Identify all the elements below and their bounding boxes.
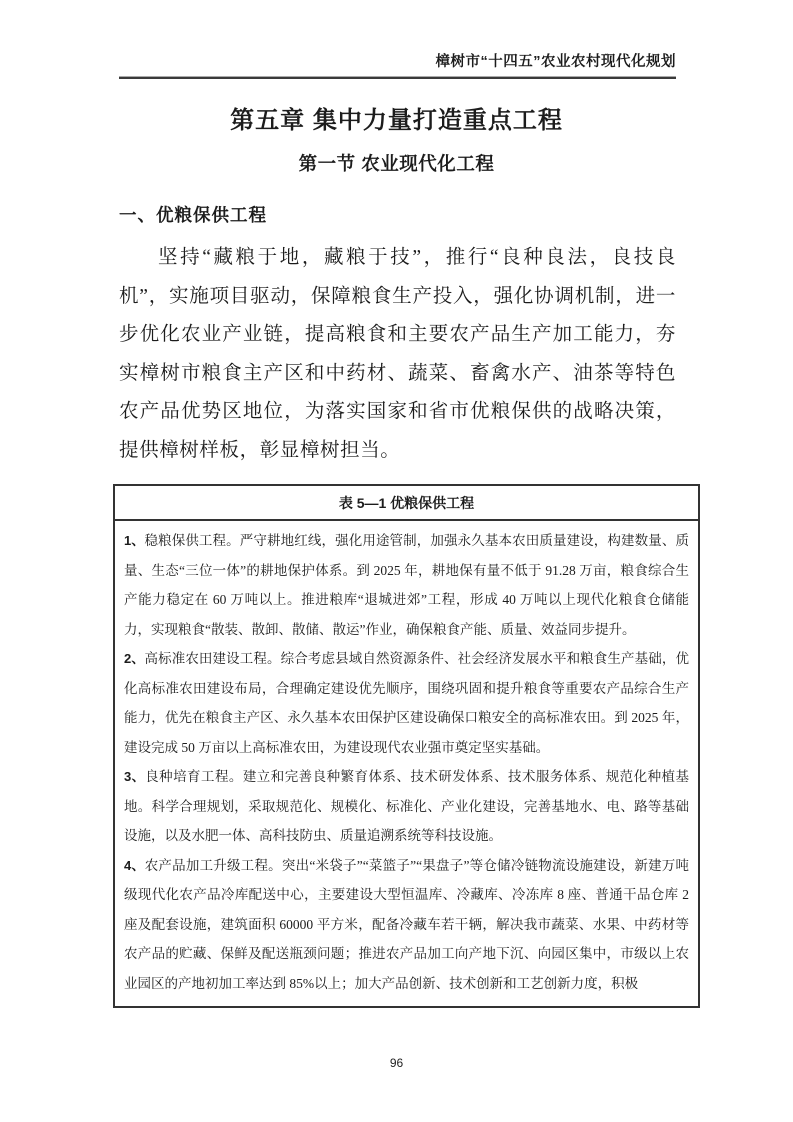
page-footer [0,1056,793,1070]
table-item-3-number: 3、 [124,769,146,784]
table-item-4-number: 4、 [124,857,145,873]
table-item-1 [124,526,689,644]
chapter-title: 第五章 集中力量打造重点工程 [230,107,563,134]
section-title: 第一节 农业现代化工程 [298,153,495,174]
table-item-2-text: 高标准农田建设工程。综合考虑县域自然资源条件、社会经济发展水平和粮食生产基础，优化高标准农田建设布局，合理确定建设优先顺序，围绕巩固和提升粮食等重要农产品综合生产能力，优先在粮食主产区、永久基本农田保护区建设确保口粮安全的高标准农田。到 2025 年，建设完成 50 万亩以上高标准农田，为建设现代农业强市奠定坚实基础。 [124,651,690,755]
page-header [119,50,676,79]
table-5-1 [113,484,700,1008]
running-header-title: 樟树市“十四五”农业农村现代化规划 [435,54,676,70]
header-rule [119,76,676,79]
table-item-2 [124,644,689,762]
table-title: 表 5—1 优粮保供工程 [115,486,698,521]
table-item-3-text: 良种培育工程。建立和完善良种繁育体系、技术研发体系、技术服务体系、规范化种植基地。科学合理规划，采取规范化、规模化、标准化、产业化建设，完善基地水、电、路等基础设施，以及水肥一体、高科技防虫、质量追溯系统等科技设施。 [124,769,690,843]
intro-paragraph: 坚持“藏粮于地，藏粮于技”，推行“良种良法，良技良机”，实施项目驱动，保障粮食生产投入，强化协调机制，进一步优化农业产业链，提高粮食和主要农产品生产加工能力，夯实樟树市粮食主产区和中药材、蔬菜、畜禽水产、油茶等特色农产品优势区地位，为落实国家和省市优粮保供的战略决策，提供樟树样板，彰显樟树担当。 [119,247,676,461]
table-item-2-number: 2、 [124,651,145,666]
page-number: 96 [389,1056,404,1070]
table-item-1-number: 1、 [124,533,145,548]
table-item-1-text: 稳粮保供工程。严守耕地红线，强化用途管制，加强永久基本农田质量建设，构建数量、质量、生态“三位一体”的耕地保护体系。到 2025 年，耕地保有量不低于 91.28 万亩，粮食综合生产能力稳定在 60 万吨以上。推进粮库“退城进郊”工程，形成 40 万吨以上现代化粮食仓储能力，实现粮食“散装、散卸、散储、散运”作业，确保粮食产能、质量、效益同步提升。 [124,533,690,637]
table-body [115,521,698,1006]
table-item-4 [124,851,689,999]
subsection-heading: 一、优粮保供工程 [119,205,267,225]
table-item-3 [124,762,689,851]
table-item-4-text: 农产品加工升级工程。突出“米袋子”“菜篮子”“果盘子”等仓储冷链物流设施建设，新建万吨级现代化农产品冷库配送中心，主要建设大型恒温库、冷藏库、冷冻库 8 座、普通干品仓库 2 座及配套设施，建筑面积 60000 平方米，配备冷藏车若干辆，解决我市蔬菜、水果、中药材等农产品的贮藏、保鲜及配送瓶颈问题；推进农产品加工向产地下沉、向园区集中，市级以上农业园区的产地初加工率达到 85%以上；加大产品创新、技术创新和工艺创新力度，积极 [124,857,690,991]
